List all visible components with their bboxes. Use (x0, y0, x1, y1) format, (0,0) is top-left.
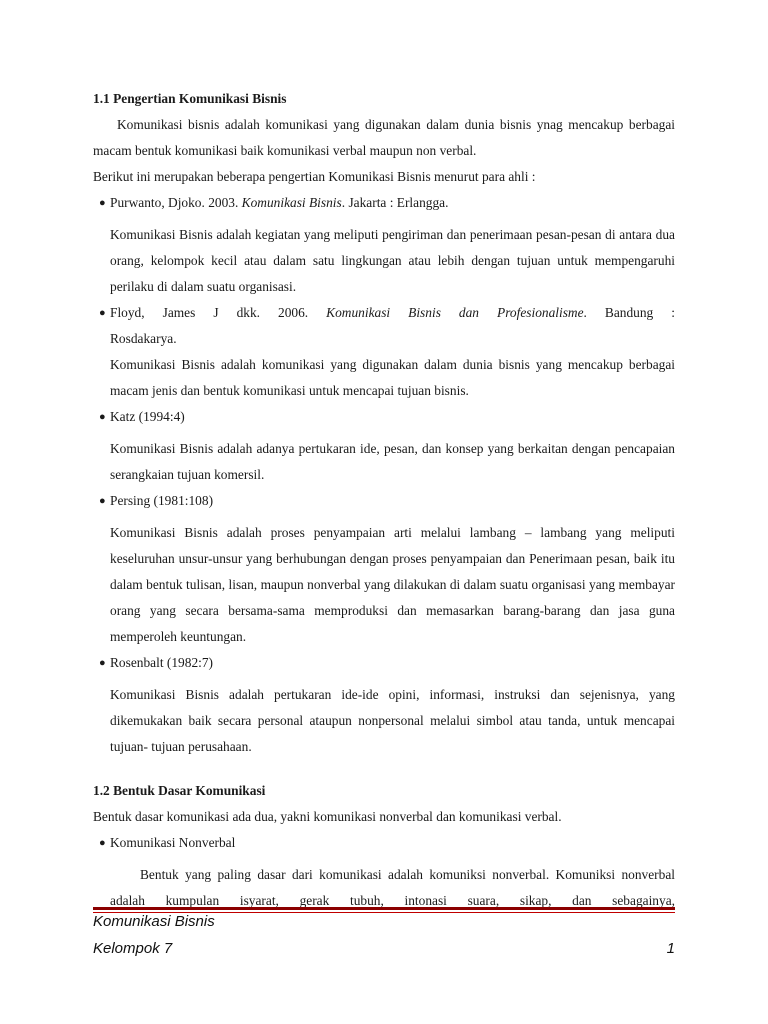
intro-paragraph: Komunikasi bisnis adalah komunikasi yang digunakan dalam dunia bisnis ynag mencakup berbagai macam bentuk komunikasi baik komunikasi verbal maupun non verbal. (93, 117, 675, 158)
list-item-definition: Komunikasi Bisnis adalah pertukaran ide-ide opini, informasi, instruksi dan sejenisnya, yang dikemukakan baik secara personal ataupun nonpersonal melalui simbol atau tanda, untuk mencapai tujuan- tujuan perusahaan. (110, 687, 675, 754)
list-item-source: ● Rosenbalt (1982:7) (93, 650, 675, 676)
bullet-icon: ● (99, 307, 106, 319)
bullet-icon: ● (99, 411, 106, 423)
list-item-source-continued: Rosdakarya. (110, 331, 177, 346)
bullet-icon: ● (99, 197, 106, 209)
list-item-definition: Komunikasi Bisnis adalah komunikasi yang digunakan dalam dunia bisnis yang mencakup berbagai macam jenis dan bentuk komunikasi untuk mencapai tujuan bisnis. (110, 357, 675, 398)
list-item-text: Bentuk yang paling dasar dari komunikasi adalah komuniksi nonverbal. Komuniksi nonverbal adalah kumpulan isyarat, gerak tubuh, intonasi suara, sikap, dan sebagainya, (110, 867, 675, 908)
list-item-source: ● Katz (1994:4) (93, 404, 675, 430)
section-heading-1-1: 1.1 Pengertian Komunikasi Bisnis (93, 91, 287, 106)
list-item-source: ● Persing (1981:108) (93, 488, 675, 514)
list-item-label: ● Komunikasi Nonverbal (93, 830, 675, 856)
lead-paragraph: Berikut ini merupakan beberapa pengertian Komunikasi Bisnis menurut para ahli : (93, 169, 536, 184)
footer-title: Komunikasi Bisnis (93, 913, 215, 930)
section-heading-1-2: 1.2 Bentuk Dasar Komunikasi (93, 783, 266, 798)
bullet-icon: ● (99, 495, 106, 507)
document-body (93, 86, 675, 914)
page-number: 1 (666, 940, 675, 957)
list-item-definition: Komunikasi Bisnis adalah proses penyampaian arti melalui lambang – lambang yang meliputi keseluruhan unsur-unsur yang berhubungan dengan proses penyampaian dan Penerimaan pesan, baik itu dalam bentuk tulisan, lisan, maupun nonverbal yang dilakukan di dalam suatu organisasi yang membayar orang yang secara bersama-sama memproduksi dan memasarkan barang-barang dan jasa guna memperoleh keuntungan. (110, 525, 675, 644)
footer-group: Kelompok 7 (93, 940, 173, 957)
section-intro-paragraph: Bentuk dasar komunikasi ada dua, yakni komunikasi nonverbal dan komunikasi verbal. (93, 809, 562, 824)
list-item-definition: Komunikasi Bisnis adalah kegiatan yang meliputi pengiriman dan penerimaan pesan-pesan di antara dua orang, kelompok kecil atau dalam satu lingkungan atau lebih dengan tujuan untuk mempengaruhi perilaku di dalam suatu organisasi. (110, 227, 675, 294)
list-item-source: ● Purwanto, Djoko. 2003. Komunikasi Bisnis. Jakarta : Erlangga. (93, 190, 675, 216)
bullet-icon: ● (99, 837, 106, 849)
footer-bottom-line (93, 940, 675, 957)
list-item-source: ● Floyd, James J dkk. 2006. Komunikasi Bisnis dan Profesionalisme. Bandung : (93, 300, 675, 326)
bullet-icon: ● (99, 657, 106, 669)
list-item-definition: Komunikasi Bisnis adalah adanya pertukaran ide, pesan, dan konsep yang berkaitan dengan pencapaian serangkaian tujuan komersil. (110, 441, 675, 482)
